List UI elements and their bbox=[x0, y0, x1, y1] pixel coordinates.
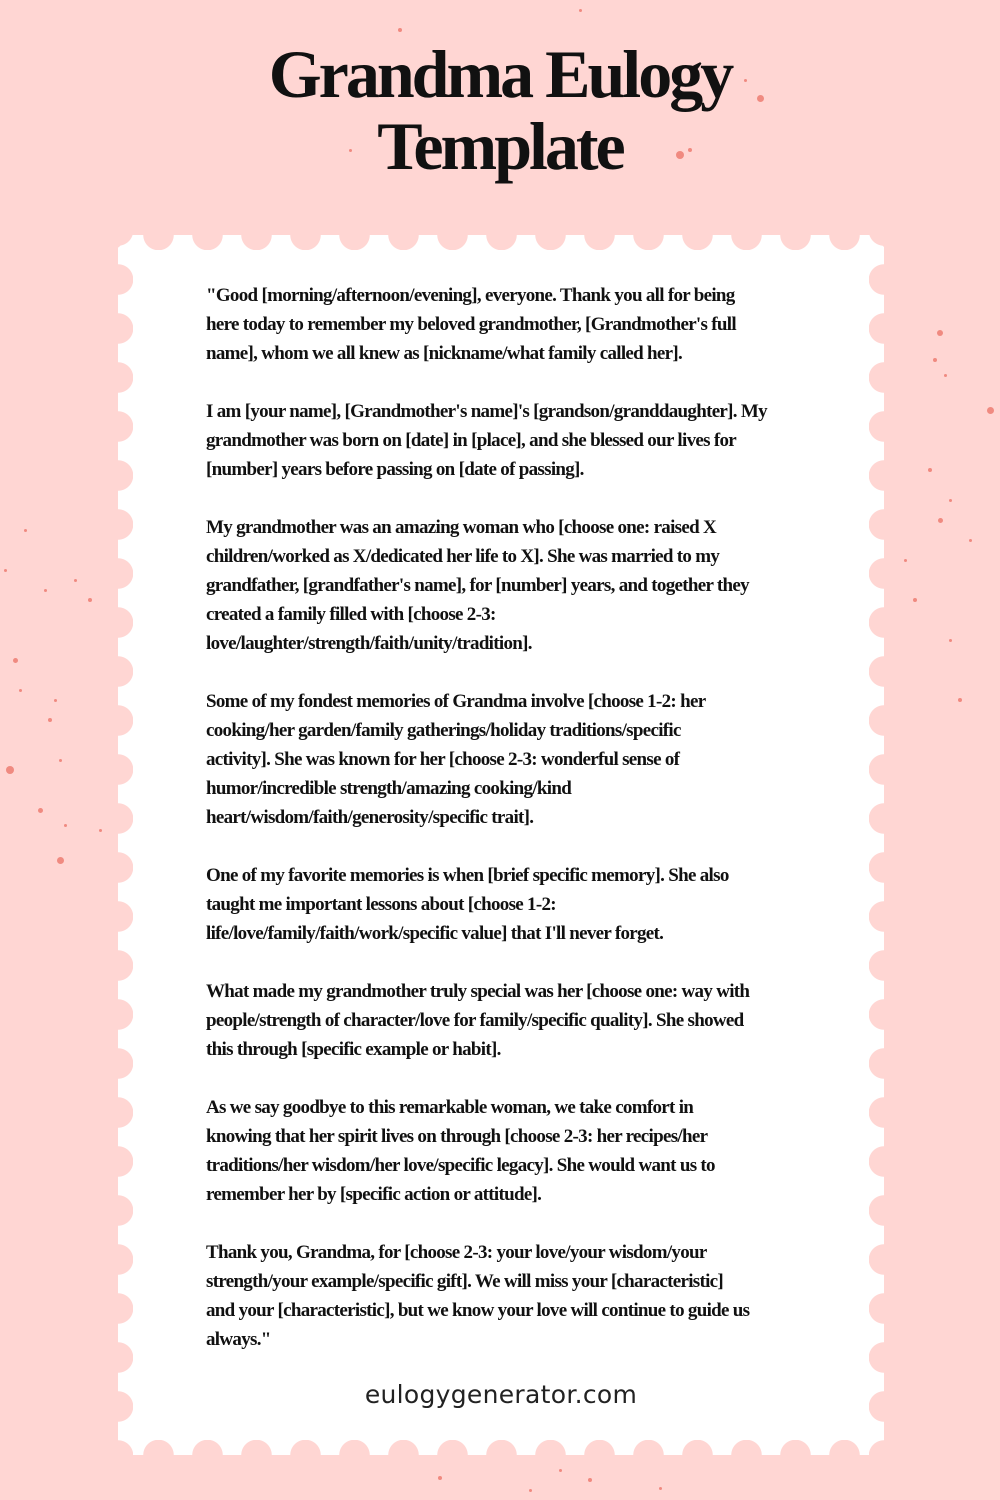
paragraph-line: I am [your name], [Grandmother's name]'s [grandson/granddaughter]. My bbox=[206, 401, 767, 422]
splatter-dot bbox=[969, 539, 972, 542]
title-line-2: Template bbox=[377, 108, 623, 184]
scalloped-edge-left bbox=[103, 235, 133, 1455]
paragraph-line: activity]. She was known for her [choose 2-3: wonderful sense of bbox=[206, 749, 680, 770]
splatter-dot bbox=[744, 79, 747, 82]
scalloped-edge-bottom bbox=[118, 1440, 884, 1470]
splatter-dot bbox=[74, 579, 77, 582]
eulogy-paragraph bbox=[206, 1238, 806, 1354]
paragraph-line: grandfather, [grandfather's name], for [number] years, and together they bbox=[206, 575, 749, 596]
paragraph-line: [number] years before passing on [date of passing]. bbox=[206, 459, 584, 480]
splatter-dot bbox=[349, 149, 352, 152]
paragraph-line: people/strength of character/love for family/specific quality]. She showed bbox=[206, 1010, 744, 1031]
paragraph-line: humor/incredible strength/amazing cooking/kind bbox=[206, 778, 572, 799]
paragraph-line: What made my grandmother truly special was her [choose one: way with bbox=[206, 981, 750, 1002]
title-line-1: Grandma Eulogy bbox=[268, 36, 732, 112]
paragraph-line: "Good [morning/afternoon/evening], everyone. Thank you all for being bbox=[206, 285, 735, 306]
eulogy-text bbox=[206, 281, 806, 1383]
eulogy-paragraph bbox=[206, 1093, 806, 1209]
paragraph-line: As we say goodbye to this remarkable woman, we take comfort in bbox=[206, 1097, 694, 1118]
paragraph-line: knowing that her spirit lives on through [choose 2-3: her recipes/her bbox=[206, 1126, 708, 1147]
paragraph-line: grandmother was born on [date] in [place], and she blessed our lives for bbox=[206, 430, 737, 451]
paragraph-line: always." bbox=[206, 1329, 271, 1350]
splatter-dot bbox=[949, 639, 952, 642]
eulogy-paragraph bbox=[206, 281, 806, 368]
website-footer[interactable]: eulogygenerator.com bbox=[364, 1380, 638, 1409]
paragraph-line: name], whom we all knew as [nickname/what family called her]. bbox=[206, 343, 683, 364]
paragraph-line: taught me important lessons about [choose 1-2: bbox=[206, 894, 556, 915]
splatter-dot bbox=[559, 1469, 562, 1472]
splatter-dot bbox=[6, 766, 14, 774]
splatter-dot bbox=[579, 9, 582, 12]
splatter-dot bbox=[958, 698, 962, 702]
eulogy-paragraph bbox=[206, 687, 806, 832]
paragraph-line: traditions/her wisdom/her love/specific legacy]. She would want us to bbox=[206, 1155, 715, 1176]
splatter-dot bbox=[949, 499, 952, 502]
eulogy-paragraph bbox=[206, 397, 806, 484]
splatter-dot bbox=[937, 330, 943, 336]
splatter-dot bbox=[4, 569, 7, 572]
paragraph-line: strength/your example/specific gift]. We will miss your [characteristic] bbox=[206, 1271, 724, 1292]
paragraph-line: heart/wisdom/faith/generosity/specific trait]. bbox=[206, 807, 534, 828]
paragraph-line: Some of my fondest memories of Grandma involve [choose 1-2: her bbox=[206, 691, 706, 712]
splatter-dot bbox=[529, 1489, 532, 1492]
paragraph-line: life/love/family/faith/work/specific value] that I'll never forget. bbox=[206, 923, 664, 944]
splatter-dot bbox=[913, 598, 917, 602]
splatter-dot bbox=[99, 829, 102, 832]
splatter-dot bbox=[928, 468, 932, 472]
splatter-dot bbox=[938, 518, 943, 523]
splatter-dot bbox=[19, 689, 22, 692]
page-title bbox=[0, 38, 1000, 182]
splatter-dot bbox=[88, 598, 92, 602]
splatter-dot bbox=[588, 1478, 592, 1482]
splatter-dot bbox=[13, 658, 18, 663]
eulogy-paragraph bbox=[206, 513, 806, 658]
eulogy-paragraph bbox=[206, 861, 806, 948]
paragraph-line: this through [specific example or habit]. bbox=[206, 1039, 501, 1060]
splatter-dot bbox=[44, 589, 47, 592]
splatter-dot bbox=[57, 857, 64, 864]
splatter-dot bbox=[676, 151, 684, 159]
paragraph-line: Thank you, Grandma, for [choose 2-3: your love/your wisdom/your bbox=[206, 1242, 707, 1263]
splatter-dot bbox=[688, 148, 692, 152]
stamp-card bbox=[118, 235, 884, 1455]
paragraph-line: One of my favorite memories is when [brief specific memory]. She also bbox=[206, 865, 729, 886]
splatter-dot bbox=[59, 759, 62, 762]
paragraph-line: remember her by [specific action or attitude]. bbox=[206, 1184, 542, 1205]
splatter-dot bbox=[904, 559, 907, 562]
splatter-dot bbox=[54, 699, 57, 702]
splatter-dot bbox=[757, 95, 764, 102]
splatter-dot bbox=[659, 1487, 662, 1490]
eulogy-paragraph bbox=[206, 977, 806, 1064]
paragraph-line: and your [characteristic], but we know your love will continue to guide us bbox=[206, 1300, 750, 1321]
scalloped-edge-right bbox=[869, 235, 899, 1455]
paragraph-line: created a family filled with [choose 2-3: bbox=[206, 604, 496, 625]
splatter-dot bbox=[48, 718, 52, 722]
splatter-dot bbox=[933, 358, 937, 362]
splatter-dot bbox=[944, 374, 947, 377]
paragraph-line: love/laughter/strength/faith/unity/tradition]. bbox=[206, 633, 532, 654]
splatter-dot bbox=[438, 1476, 442, 1480]
splatter-dot bbox=[38, 808, 43, 813]
scalloped-edge-top bbox=[118, 220, 884, 250]
splatter-dot bbox=[64, 824, 67, 827]
paragraph-line: children/worked as X/dedicated her life to X]. She was married to my bbox=[206, 546, 720, 567]
splatter-dot bbox=[24, 529, 27, 532]
paragraph-line: here today to remember my beloved grandmother, [Grandmother's full bbox=[206, 314, 736, 335]
paragraph-line: cooking/her garden/family gatherings/holiday traditions/specific bbox=[206, 720, 681, 741]
paragraph-line: My grandmother was an amazing woman who [choose one: raised X bbox=[206, 517, 717, 538]
splatter-dot bbox=[398, 28, 402, 32]
splatter-dot bbox=[987, 407, 994, 414]
